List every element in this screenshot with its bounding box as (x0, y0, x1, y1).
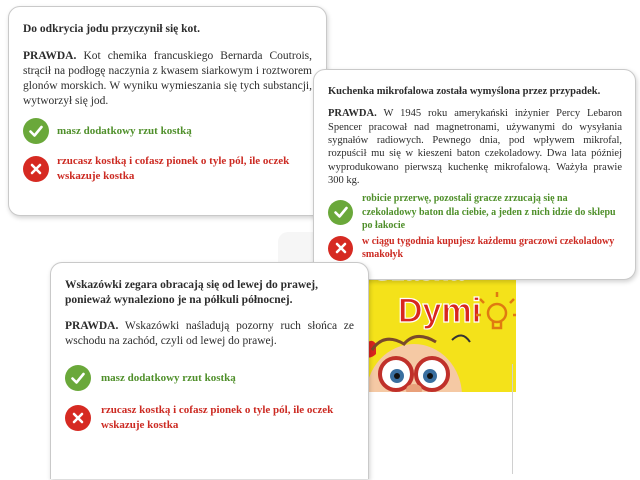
card-title: Wskazówki zegara obracają się od lewej do prawej, ponieważ wynaleziono je na półkuli północnej. (65, 279, 318, 306)
reward-text: robicie przerwę, pozostali gracze zrzucają się na czekoladowy baton dla ciebie, a jeden z nich idzie do sklepu po łakocie (362, 193, 616, 231)
check-circle-icon (65, 365, 91, 391)
fact-card-iodine (8, 6, 327, 216)
penalty-row (328, 235, 622, 261)
card-body (65, 319, 354, 349)
penalty-text: rzucasz kostką i cofasz pionek o tyle pól, ile oczek wskazuje kostka (57, 155, 290, 182)
fact-card-microwave (313, 69, 636, 280)
check-circle-icon (328, 200, 353, 225)
penalty-text: w ciągu tygodnia kupujesz każdemu graczowi czekoladowy smakołyk (362, 235, 615, 261)
reward-row (328, 192, 622, 232)
x-circle-icon (65, 405, 91, 431)
penalty-text: rzucasz kostką i cofasz pionek o tyle pól, ile oczek wskazuje kostka (101, 404, 334, 431)
penalty-row (65, 403, 354, 432)
card-text: W 1945 roku amerykański inżynier Percy Lebaron Spencer pracował nad magnetronami, używanymi do wysyłania sygnałów radiowych. Pewnego dnia, pod wpływem mikrofal, rozpuścił mu się w kieszeni baton czekoladowy. Dwa lata później wyprodukowano pierwszą kuchenkę mikrofalową. Ważyła prawie 300 kg. (328, 108, 622, 187)
penalty-row (23, 154, 312, 183)
reward-row (23, 118, 312, 144)
card-verdict: PRAWDA. (65, 320, 119, 333)
card-title: Do odkrycia jodu przyczynił się kot. (23, 23, 200, 35)
fact-card-clock (50, 262, 369, 479)
card-title: Kuchenka mikrofalowa została wymyślona przez przypadek. (328, 86, 601, 97)
reward-text: masz dodatkowy rzut kostką (101, 372, 236, 385)
x-circle-icon (23, 156, 49, 182)
check-circle-icon (23, 118, 49, 144)
card-text: Kot chemika francuskiego Bernarda Coutrois, strącił na podłogę naczynia z kwasem siarkowym i roztworem glonów morskich. W wyniku wymieszania się tych substancji, wytworzył się jod. (23, 49, 312, 107)
box-edge-line (512, 364, 513, 474)
reward-text: masz dodatkowy rzut kostką (57, 125, 192, 138)
game-box-art (364, 270, 516, 392)
card-body (328, 107, 622, 187)
box-title-line2: Dymi (398, 292, 482, 330)
card-text: Wskazówki naśladują pozorny ruch słońca ze wschodu na zachód, czyli od lewej do prawej. (65, 320, 354, 348)
card-body (23, 49, 312, 109)
card-verdict: PRAWDA. (328, 108, 377, 120)
x-circle-icon (328, 236, 353, 261)
card-verdict: PRAWDA. (23, 49, 77, 62)
reward-row (65, 365, 354, 391)
